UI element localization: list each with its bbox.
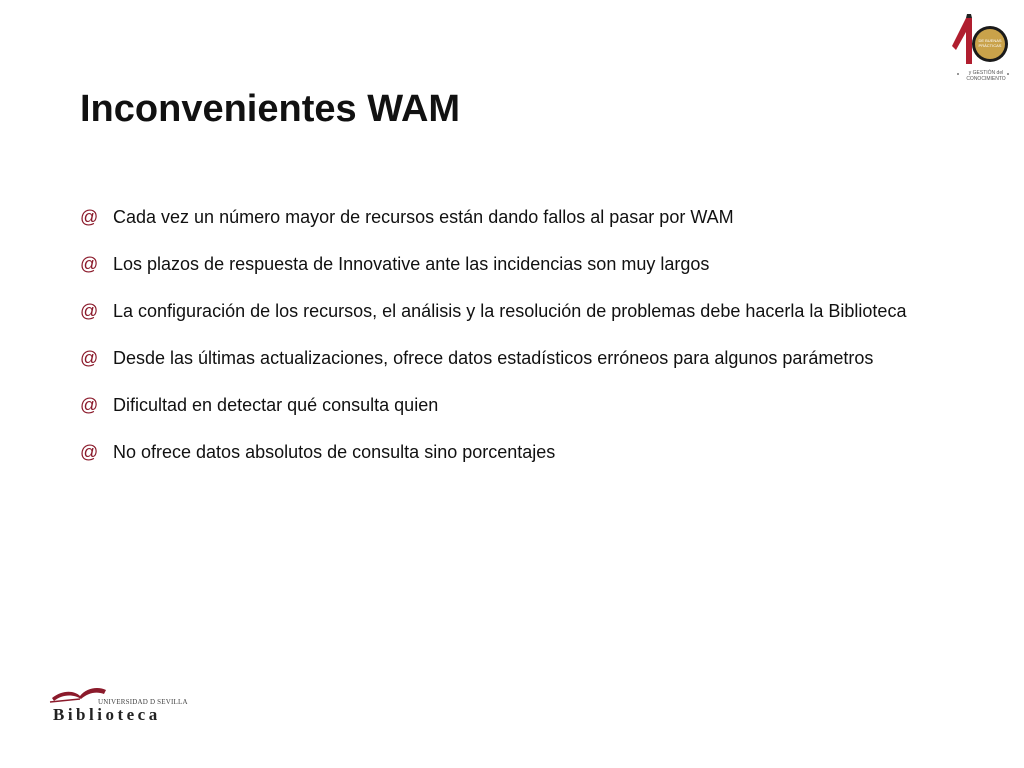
bullet-marker: @ <box>80 395 99 415</box>
slide-title: Inconvenientes WAM <box>80 88 461 130</box>
bullet-marker: @ <box>80 442 99 462</box>
bullet-item <box>80 205 920 229</box>
bullet-marker: @ <box>80 301 99 321</box>
anniversary-logo <box>940 12 1012 84</box>
anniversary-badge-line1: DE BUENAS <box>978 38 1002 43</box>
bullet-marker: @ <box>80 207 99 227</box>
library-logo <box>48 680 188 728</box>
bullet-text: Desde las últimas actualizaciones, ofrece datos estadísticos erróneos para algunos parámetros <box>113 348 874 368</box>
bullet-item <box>80 299 920 323</box>
bullet-text: Dificultad en detectar qué consulta quien <box>113 395 439 415</box>
bullet-item <box>80 393 920 417</box>
anniversary-badge-line2: PRÁCTICAS <box>978 43 1002 48</box>
bullet-item <box>80 252 920 276</box>
bullet-text: Cada vez un número mayor de recursos están dando fallos al pasar por WAM <box>113 207 734 227</box>
library-university-name: UNIVERSIDAD D SEVILLA <box>98 698 188 706</box>
bullet-item <box>80 440 920 464</box>
bullet-list <box>80 205 920 487</box>
bullet-text: Los plazos de respuesta de Innovative ante las incidencias son muy largos <box>113 254 710 274</box>
bullet-marker: @ <box>80 348 99 368</box>
bullet-text: No ofrece datos absolutos de consulta sino porcentajes <box>113 442 556 462</box>
anniversary-caption-1: y GESTIÓN del <box>968 70 1004 76</box>
bullet-text: La configuración de los recursos, el análisis y la resolución de problemas debe hacerla la Biblioteca <box>113 301 907 321</box>
library-name: Biblioteca <box>53 705 161 724</box>
bullet-marker: @ <box>80 254 99 274</box>
bullet-item <box>80 346 920 370</box>
anniversary-logo-graphic <box>940 12 1012 84</box>
anniversary-caption-2: CONOCIMIENTO <box>966 76 1006 82</box>
